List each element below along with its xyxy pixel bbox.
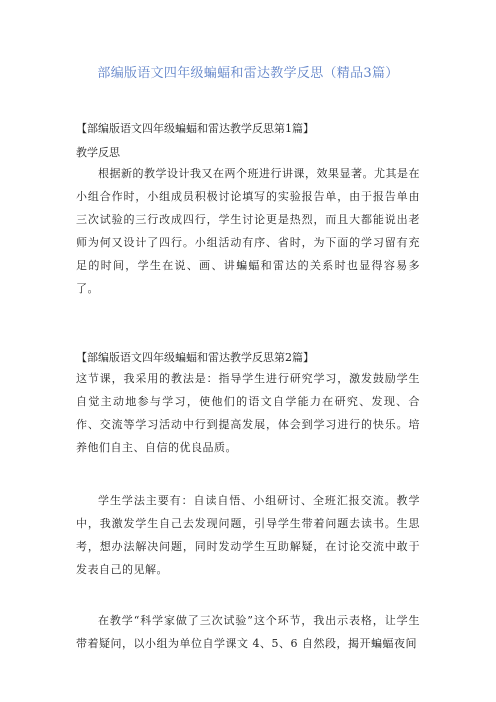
- document-title: 部编版语文四年级蝙蝠和雷达教学反思（精品3篇）: [97, 66, 399, 81]
- paragraph-1: 根据新的教学设计我又在两个班进行讲课，效果显著。尤其是在小组合作时，小组成员积极讨论填写的实验报告单，由于报告单由三次试验的三行改成四行，学生讨论更是热烈，而且大都能说出老师为何又设计了四行。小组活动有序、省时，为下面的学习留有充足的时间，学生在说、画、讲蝙蝠和雷达的关系时也显得容易多了。: [76, 167, 420, 295]
- paragraph-4: 在教学“科学家做了三次试验”这个环节，我出示表格，让学生带着疑问，以小组为单位自学课文 4、5、6 自然段，揭开蝙蝠夜间: [76, 614, 420, 650]
- section-label: 教学反思: [76, 146, 120, 159]
- section-heading-1: 【部编版语文四年级蝙蝠和雷达教学反思第1篇】: [76, 122, 314, 135]
- paragraph-2: 这节课，我采用的教法是：指导学生进行研究学习，激发鼓励学生自觉主动地参与学习，使他们的语文自学能力在研究、发现、合作、交流等学习活动中行到提高发展，体会到学习进行的快乐。培养他们自主、自信的优良品质。: [76, 372, 420, 454]
- section-heading-2: 【部编版语文四年级蝙蝠和雷达教学反思第2篇】: [76, 351, 314, 364]
- paragraph-3: 学生学法主要有：自读自悟、小组研讨、全班汇报交流。教学中，我激发学生自己去发现问题，引导学生带着问题去读书。生思考，想办法解决问题，同时发动学生互助解疑，在讨论交流中敢于发表自己的见解。: [76, 494, 420, 576]
